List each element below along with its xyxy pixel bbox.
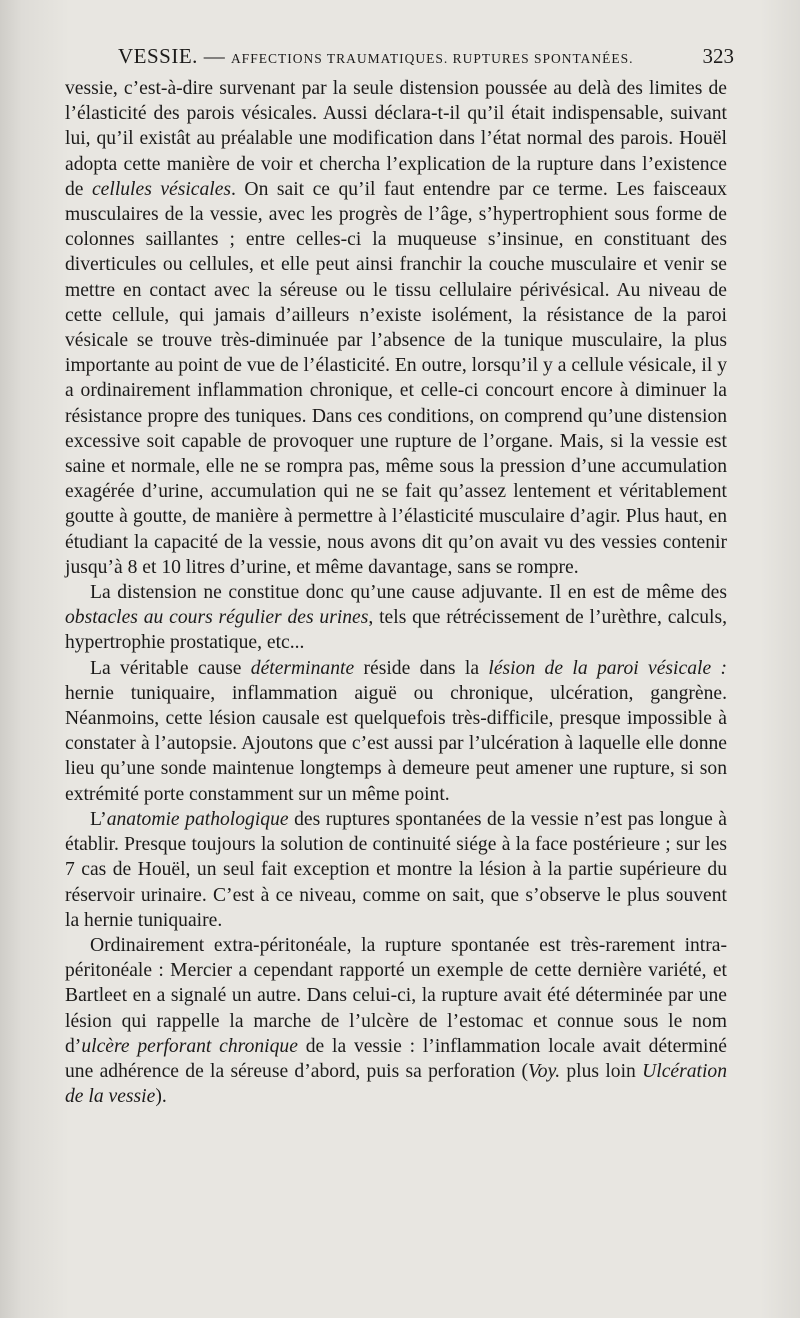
italic-run: Voy. (527, 1060, 561, 1082)
paragraph (65, 656, 727, 807)
italic-run: ulcère perforant chronique (81, 1035, 298, 1057)
italic-run: anatomie pathologique (106, 808, 289, 830)
italic-run: Ulcération de la vessie (65, 1060, 727, 1108)
italic-run: lésion de la paroi vésicale : (488, 657, 728, 679)
running-header (110, 44, 734, 74)
paragraph (65, 580, 727, 656)
paragraph (65, 807, 727, 933)
text-run: ). (155, 1086, 167, 1108)
text-run: . On sait ce qu’il faut entendre par ce terme. Les faisceaux musculaires de la vessie, avec les progrès de l’âge, s’hypertrophient sous forme de colonnes saillantes ; entre celles-ci la muqueuse s’insinue, en constituant des diverticules ou cellules, et elle peut ainsi franchir la couche musculaire et venir se mettre en contact avec la séreuse ou le tissu cellulaire périvésical. Au niveau de cette cellule, qui jamais d’ailleurs n’existe isolément, la résistance de la paroi vésicale se trouve très-diminuée par l’absence de la tunique musculaire, la plus importante au point de vue de l’élasticité. En outre, lorsqu’il y a cellule vésicale, il y a ordinairement inflammation chronique, et celle-ci concourt encore à diminuer la résistance propre des tuniques. Dans ces conditions, on comprend qu’une distension excessive soit capable de provoquer une rupture de l’organe. Mais, si la vessie est saine et normale, elle ne se rompra pas, même sous la pression d’une accumulation exagérée d’urine, accumulation qui ne se fait qu’assez lentement et véritablement goutte à goutte, de manière à permettre à l’élasticité musculaire d’agir. Plus haut, en étudiant la capacité de la vessie, nous avons dit qu’on avait vu des vessies contenir jusqu’à 8 et 10 litres d’urine, et même davantage, sans se rompre. (65, 178, 727, 578)
italic-run: déterminante (250, 657, 355, 679)
text-run: de la vessie : l’inflammation locale avait déterminé une adhérence de la séreuse d’abord, puis sa perforation ( (65, 1035, 727, 1082)
text-run: vessie, c’est-à-dire survenant par la seule distension poussée au delà des limites de l’élasticité des parois vésicales. Aussi déclara-t-il qu’il était indispensable, suivant lui, qu’il existât au préalable une modification dans l’état normal des parois. Houël adopta cette manière de voir et chercha l’explication de la rupture dans l’existence de (65, 78, 727, 200)
text-run: La véritable cause (90, 657, 251, 679)
header-dash: — (203, 44, 226, 68)
text-run: réside dans la (354, 657, 489, 679)
text-run: L’ (90, 808, 107, 830)
text-run: La distension ne constitue donc qu’une cause adjuvante. Il en est de même des (90, 582, 727, 604)
paragraph (65, 933, 727, 1109)
paragraph (65, 76, 727, 580)
text-run: hernie tuniquaire, inflammation aiguë ou chronique, ulcération, gangrène. Néanmoins, cette lésion causale est quelquefois très-difficile, presque impossible à constater à l’autopsie. Ajoutons que c’est aussi par l’ulcération à laquelle elle donne lieu qu’une sonde maintenue longtemps à demeure peut amener une rupture, si son extrémité porte constamment sur un même point. (65, 682, 727, 805)
italic-run: cellules vésicales (91, 178, 232, 200)
text-run: , tels que rétrécissement de l’urèthre, calculs, hypertrophie prostatique, etc... (65, 607, 727, 654)
text-run: Ordinairement extra-péritonéale, la rupture spontanée est très-rarement intra-péritonéale : Mercier a cependant rapporté un exemple de cette dernière variété, et Bartleet en a signalé un autre. Dans celui-ci, la rupture avait été déterminée par une lésion qui rappelle la marche de l’ulcère de l’estomac et connue sous le nom d’ (65, 934, 727, 1057)
text-run: des ruptures spontanées de la vessie n’est pas longue à établir. Presque toujours la solution de continuité siége à la face postérieure ; sur les 7 cas de Houël, un seul fait exception et montre la lésion à la partie supérieure du réservoir urinaire. C’est à ce niveau, comme on sait, que s’observe le plus souvent la hernie tuniquaire. (65, 808, 727, 931)
italic-run: obstacles au cours régulier des urines (65, 607, 369, 629)
header-chapter: VESSIE. (118, 44, 198, 68)
page-number: 323 (702, 44, 734, 68)
text-run: plus loin (560, 1060, 643, 1082)
body-text (65, 76, 727, 1109)
running-title (118, 44, 634, 69)
header-section: AFFECTIONS TRAUMATIQUES. RUPTURES SPONTANÉES. (230, 51, 634, 66)
